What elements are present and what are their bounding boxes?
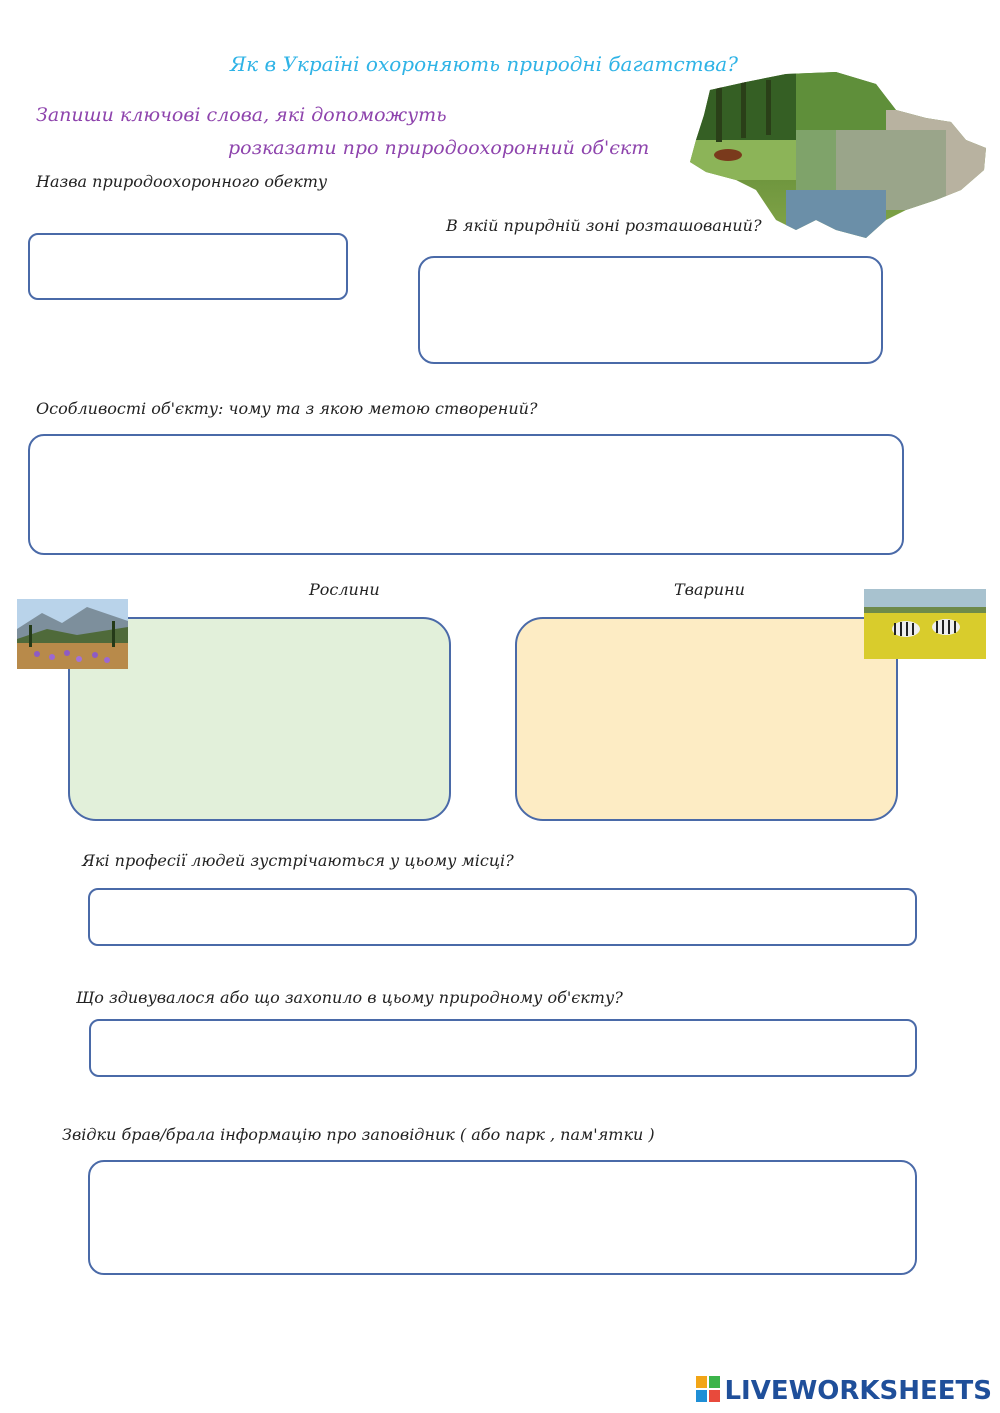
liveworksheets-text: LIVEWORKSHEETS (724, 1376, 992, 1406)
source-label: Звідки брав/брала інформацію про заповідник ( або парк , пам'ятки ) (62, 1125, 655, 1144)
plants-label: Рослини (309, 580, 380, 599)
professions-input[interactable] (88, 888, 917, 946)
mountain-meadow-image (17, 599, 128, 669)
source-input[interactable] (88, 1160, 917, 1275)
animals-input[interactable] (515, 617, 898, 821)
liveworksheets-brand (696, 1376, 992, 1406)
object-name-input[interactable] (28, 233, 348, 300)
natural-zone-label: В якій прирдній зоні розташований? (446, 216, 762, 235)
liveworksheets-logo-icon (696, 1376, 720, 1406)
instruction-line-1: Запиши ключові слова, які допоможуть (36, 104, 447, 126)
natural-zone-input[interactable] (418, 256, 883, 364)
surprise-label: Що здивувалося або що захопило в цьому природному об'єкту? (76, 988, 623, 1007)
features-input[interactable] (28, 434, 904, 555)
surprise-input[interactable] (89, 1019, 917, 1077)
page-title: Як в Україні охороняють природні багатства? (230, 52, 738, 76)
features-label: Особливості об'єкту: чому та з якою метою створений? (36, 399, 538, 418)
zebras-field-image (864, 589, 986, 659)
instruction-line-2: розказати про природоохоронний об'єкт (228, 137, 650, 159)
professions-label: Які професії людей зустрічаються у цьому місці? (82, 851, 514, 870)
animals-label: Тварини (674, 580, 745, 599)
object-name-label: Назва природоохоронного обекту (36, 172, 328, 191)
